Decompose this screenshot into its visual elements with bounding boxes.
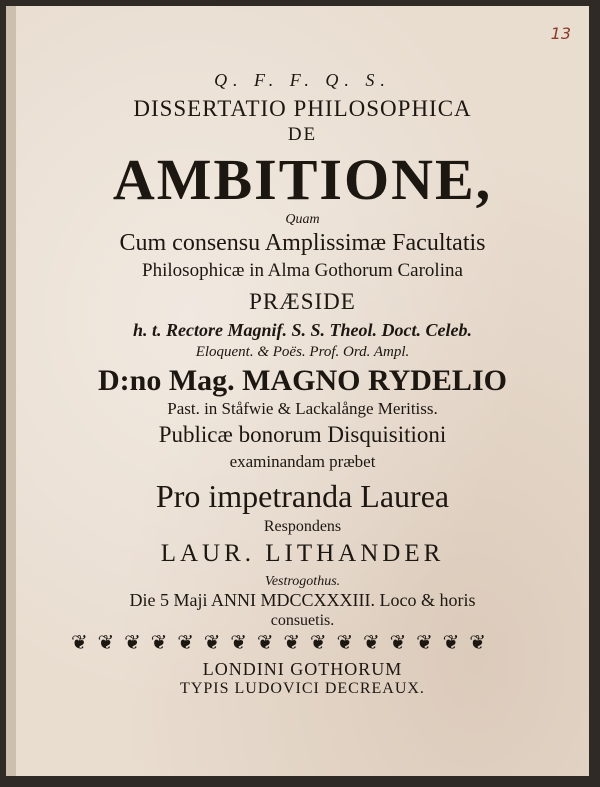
fleuron-icon: ❦: [230, 632, 248, 654]
fleuron-icon: ❦: [469, 632, 486, 654]
fleuron-icon: ❦: [363, 632, 380, 654]
fleuron-icon: ❦: [283, 632, 301, 654]
fleuron-icon: ❦: [256, 632, 274, 654]
pastor-line: Past. in Ståfwie & Lackalånge Meritiss.: [167, 399, 438, 418]
faculty-line: Philosophicæ in Alma Gothorum Carolina: [142, 260, 463, 281]
praeses-name: D:no Mag. MAGNO RYDELIO: [98, 364, 507, 397]
respondens-line: Respondens: [263, 518, 342, 535]
fleuron-icon: ❦: [309, 632, 327, 654]
ornamental-border: [71, 632, 486, 654]
fleuron-icon: ❦: [71, 632, 88, 654]
fleuron-icon: ❦: [389, 632, 407, 654]
professor-line: Eloquent. & Poës. Prof. Ord. Ampl.: [195, 344, 410, 360]
fleuron-icon: ❦: [336, 632, 354, 654]
page-number-mark: 13: [550, 24, 571, 43]
fleuron-icon: ❦: [177, 632, 194, 654]
fleuron-icon: ❦: [150, 632, 168, 654]
invocation: Q. F. F. Q. S.: [214, 70, 391, 90]
respondent-name: LAUR. LITHANDER: [160, 540, 445, 567]
examinandam-line: examinandam præbet: [229, 452, 376, 471]
quam-line: Quam: [285, 212, 320, 227]
imprint-printer: TYPIS LUDOVICI DECREAUX.: [180, 680, 425, 697]
fleuron-icon: ❦: [124, 632, 141, 654]
title-page: [6, 6, 589, 776]
fleuron-icon: ❦: [416, 632, 433, 654]
date-line: Die 5 Maji ANNI MDCCXXXIII. Loco & horis: [129, 590, 476, 610]
vestrogothus-line: Vestrogothus.: [264, 574, 341, 589]
fleuron-icon: ❦: [97, 632, 115, 654]
main-title: AMBITIONE,: [112, 147, 493, 212]
de-line: DE: [287, 124, 318, 145]
rector-line: h. t. Rectore Magnif. S. S. Theol. Doct. Celeb.: [133, 320, 472, 340]
publicae-line: Publicæ bonorum Disquisitioni: [158, 422, 447, 447]
fleuron-icon: ❦: [203, 632, 221, 654]
laurea-line: Pro impetranda Laurea: [155, 478, 450, 514]
praeside-line: PRÆSIDE: [249, 289, 356, 314]
fleuron-icon: ❦: [442, 632, 460, 654]
dissertation-heading: DISSERTATIO PHILOSOPHICA: [133, 96, 472, 121]
consensu-line: Cum consensu Amplissimæ Facultatis: [119, 230, 486, 256]
imprint-city: LONDINI GOTHORUM: [202, 659, 403, 679]
consuetis-line: consuetis.: [270, 612, 335, 629]
